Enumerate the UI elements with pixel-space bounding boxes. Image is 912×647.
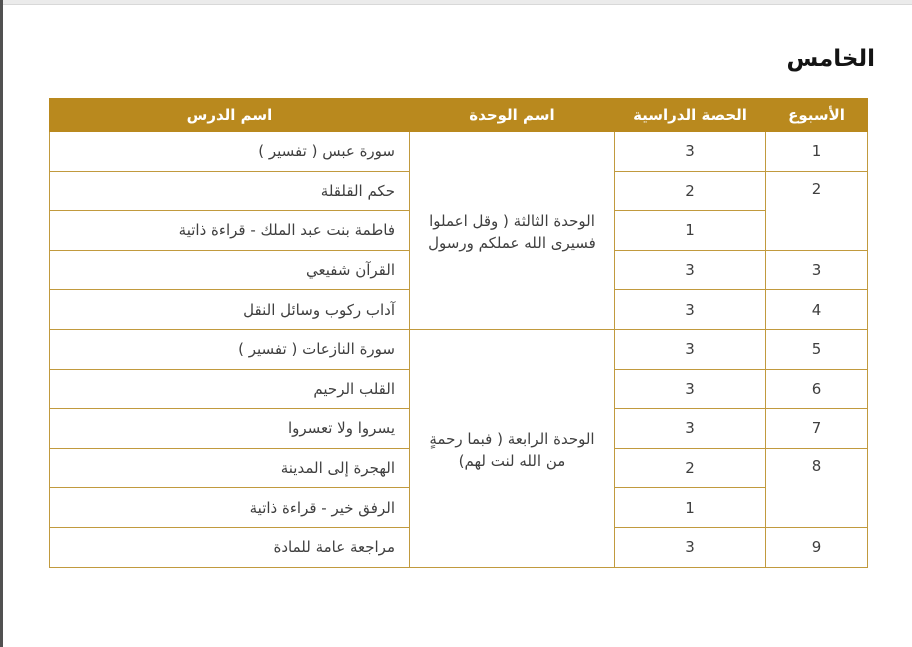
period-cell: 3 — [615, 250, 766, 290]
table-header-row — [50, 99, 868, 132]
table-row — [50, 132, 868, 172]
period-cell: 2 — [615, 171, 766, 211]
col-header-period: الحصة الدراسية — [615, 99, 766, 132]
lesson-cell: آداب ركوب وسائل النقل — [50, 290, 410, 330]
lesson-cell: يسروا ولا تعسروا — [50, 409, 410, 449]
lesson-cell: القلب الرحيم — [50, 369, 410, 409]
period-cell: 1 — [615, 488, 766, 528]
week-cell: 8 — [766, 448, 868, 527]
week-cell: 2 — [766, 171, 868, 250]
period-cell: 3 — [615, 527, 766, 567]
period-cell: 3 — [615, 132, 766, 172]
lesson-cell: فاطمة بنت عبد الملك - قراءة ذاتية — [50, 211, 410, 251]
period-cell: 3 — [615, 290, 766, 330]
col-header-lesson: اسم الدرس — [50, 99, 410, 132]
period-cell: 3 — [615, 409, 766, 449]
lesson-cell: سورة النازعات ( تفسير ) — [50, 329, 410, 369]
page-top-edge — [0, 0, 912, 5]
page-title: الخامس — [786, 46, 875, 72]
period-cell: 1 — [615, 211, 766, 251]
lesson-cell: القرآن شفيعي — [50, 250, 410, 290]
week-cell: 5 — [766, 329, 868, 369]
lesson-cell: مراجعة عامة للمادة — [50, 527, 410, 567]
week-cell: 6 — [766, 369, 868, 409]
lesson-cell: حكم القلقلة — [50, 171, 410, 211]
unit-cell: الوحدة الرابعة ( فبما رحمةٍ من الله لنت لهم) — [410, 329, 615, 567]
lesson-cell: الرفق خير - قراءة ذاتية — [50, 488, 410, 528]
week-cell: 7 — [766, 409, 868, 449]
period-cell: 3 — [615, 329, 766, 369]
week-cell: 3 — [766, 250, 868, 290]
lesson-cell: الهجرة إلى المدينة — [50, 448, 410, 488]
curriculum-schedule-table — [49, 98, 868, 568]
period-cell: 2 — [615, 448, 766, 488]
col-header-unit: اسم الوحدة — [410, 99, 615, 132]
page-left-edge — [0, 0, 3, 647]
col-header-week: الأسبوع — [766, 99, 868, 132]
lesson-cell: سورة عبس ( تفسير ) — [50, 132, 410, 172]
table-row — [50, 329, 868, 369]
period-cell: 3 — [615, 369, 766, 409]
unit-cell: الوحدة الثالثة ( وقل اعملوا فسيرى الله عملكم ورسول — [410, 132, 615, 330]
week-cell: 1 — [766, 132, 868, 172]
week-cell: 9 — [766, 527, 868, 567]
week-cell: 4 — [766, 290, 868, 330]
